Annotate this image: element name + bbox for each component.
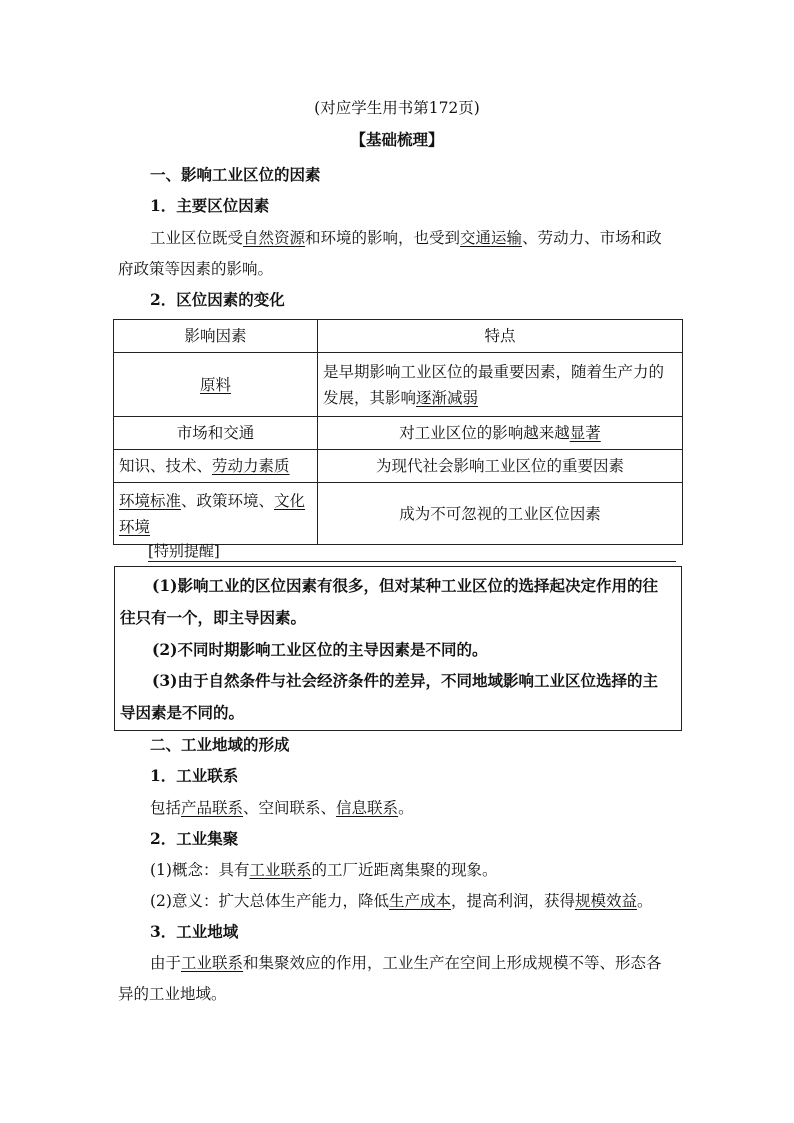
underlined-term: 交通运输 [460,229,523,247]
underlined-term: 文化 [274,491,306,510]
table-header-cell: 特点 [318,320,683,353]
section-tag: 【基础梳理】 [350,130,444,149]
underlined-term: 自然资源 [243,229,306,247]
text: 工业区位既受 [150,229,244,247]
factor-cell: 市场和交通 [114,417,318,450]
underlined-term: 原料 [199,375,231,394]
text: 由于 [150,954,182,972]
sub1-paragraph-line2: 府政策等因素的影响。 [118,260,274,278]
factor-cell [114,483,318,545]
table-row [114,417,683,450]
sub1-title: 1．主要区位因素 [150,196,270,215]
tip-item1-line2: 往只有一个，即主导因素。 [120,608,307,627]
part2-sub3-title: 3．工业地域 [150,922,239,941]
underlined-term: 环境 [119,517,151,536]
text: 对工业区位的影响越来越 [399,424,570,442]
part2-sub1-title: 1．工业联系 [150,766,239,785]
table-row [114,353,683,417]
underlined-term: 劳动力素质 [212,457,290,475]
text: 、政策环境、 [181,491,275,510]
text: 、劳动力、市场和政 [522,229,662,247]
text: 包括 [150,799,182,817]
desc-cell [318,353,683,417]
factor-cell [114,353,318,417]
text: 、空间联系、 [243,799,337,817]
desc-cell: 为现代社会影响工业区位的重要因素 [318,450,683,483]
text: ，提高利润，获得 [450,892,575,910]
sub1-paragraph-line1 [150,227,662,249]
underlined-term: 工业联系 [181,954,244,972]
underlined-term: 规模效益 [575,892,638,910]
underlined-term: 显著 [569,424,601,442]
text: 的工厂近距离集聚的现象。 [311,861,498,879]
factor-cell [114,450,318,483]
part2-sub3-line1 [150,952,662,974]
desc-cell: 成为不可忽视的工业区位因素 [318,483,683,545]
factor-line [119,488,312,514]
underlined-term: 生产成本 [388,892,451,910]
text: 。 [398,799,414,817]
part2-sub3-line2: 异的工业地域。 [118,985,227,1003]
text: 发展，其影响 [323,388,417,407]
sub2-title: 2．区位因素的变化 [150,290,285,309]
table-header-row [114,320,683,353]
table-row [114,450,683,483]
underlined-term: 产品联系 [181,799,244,817]
tip-underline [148,545,676,562]
part2-sub2-meaning [150,890,653,912]
text: (2)意义：扩大总体生产能力，降低 [150,892,389,910]
table-row [114,483,683,545]
tip-box [114,566,682,731]
tip-item1-line1: (1)影响工业的区位因素有很多，但对某种工业区位的选择起决定作用的往 [152,576,658,595]
desc-line: 是早期影响工业区位的最重要因素，随着生产力的 [323,362,665,381]
part2-sub2-concept [150,859,498,881]
factor-line [119,514,312,540]
underlined-term: 逐渐减弱 [416,388,479,407]
page-reference: (对应学生用书第172页) [314,99,480,117]
part1-title: 一、影响工业区位的因素 [150,165,321,184]
part2-title: 二、工业地域的形成 [150,735,290,754]
tip-item3-line2: 导因素是不同的。 [120,703,245,722]
part2-sub2-title: 2．工业集聚 [150,829,239,848]
text: (1)概念：具有 [150,861,250,879]
desc-line [323,385,677,411]
underlined-term: 信息联系 [336,799,399,817]
tip-label: [特别提醒] [148,542,220,560]
text: 和集聚效应的作用，工业生产在空间上形成规模不等、形态各 [243,954,662,972]
part2-sub1-text [150,797,414,819]
desc-cell [318,417,683,450]
underlined-term: 工业联系 [249,861,312,879]
table-header-cell: 影响因素 [114,320,318,353]
text: 。 [637,892,653,910]
tip-item3-line1: (3)由于自然条件与社会经济条件的差异，不同地域影响工业区位选择的主 [152,671,658,690]
text: 和环境的影响，也受到 [305,229,461,247]
text: 知识、技术、 [119,457,213,475]
underlined-term: 环境标准 [119,491,182,510]
location-factors-table [113,319,683,545]
tip-item2: (2)不同时期影响工业区位的主导因素是不同的。 [152,640,488,659]
